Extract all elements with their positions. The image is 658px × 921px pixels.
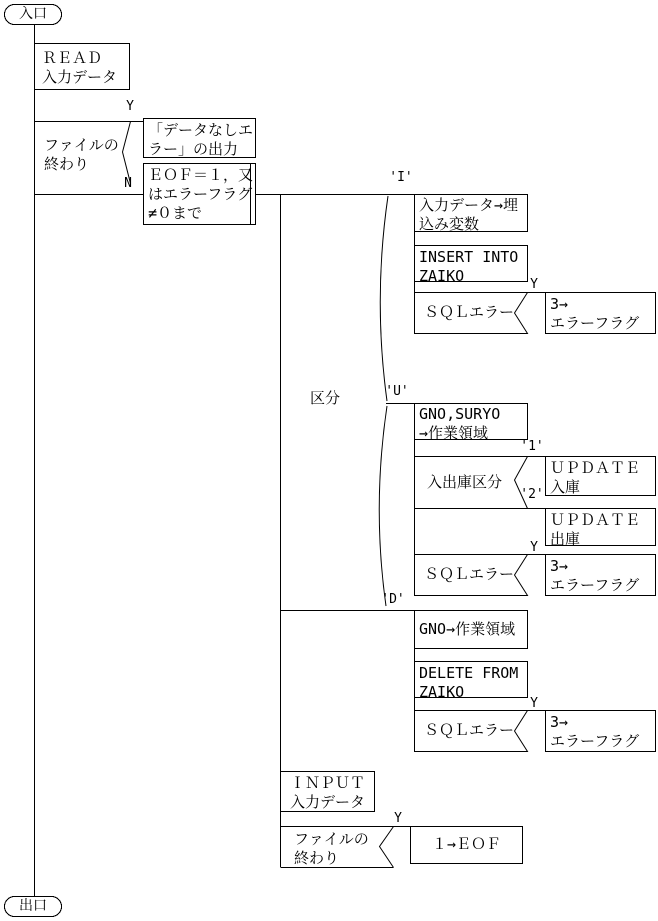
case-d-label: 'D' <box>381 592 405 607</box>
error-flag-box-update-line1: 3→ <box>550 557 569 575</box>
file-end2-yes-label: Y <box>394 811 402 826</box>
entry-terminal: 入口 <box>19 6 47 22</box>
file-end2-check-line1: ファイルの <box>294 830 369 848</box>
read-box-line1: ＲＥＡＤ <box>42 49 103 67</box>
no-data-error-box-line2: ラー」の出力 <box>148 140 239 158</box>
case-i-label: 'I' <box>389 170 413 185</box>
update-in-box-line2: 入庫 <box>550 478 581 496</box>
file-end-no-label: N <box>124 176 132 191</box>
sql-error-check-insert: ＳＱＬエラー <box>424 303 515 321</box>
error-flag-box-insert-line1: 3→ <box>550 295 569 313</box>
store-gno-suryo-box-line1: GNO,SURYO <box>419 405 501 423</box>
sql-error-delete-yes-label: Y <box>530 696 538 711</box>
update-out-box-line1: ＵＰＤＡＴＥ <box>550 511 641 529</box>
exit-terminal: 出口 <box>19 898 47 914</box>
file-end2-selector-chevron <box>380 827 394 868</box>
update-in-box-line1: ＵＰＤＡＴＥ <box>550 459 641 477</box>
kubun-selector-label: 区分 <box>310 389 341 407</box>
error-flag-box-delete-line1: 3→ <box>550 713 569 731</box>
sql-error-insert-yes-label: Y <box>530 277 538 292</box>
error-flag-box-delete-line2: エラーフラグ <box>550 732 640 750</box>
no-data-error-box-line1: 「データなしエ <box>148 121 254 139</box>
store-gno-box-label: GNO→作業領域 <box>419 620 516 638</box>
insert-box-line1: INSERT INTO <box>419 248 519 266</box>
input-box-line1: ＩＮＰＵＴ <box>289 774 365 792</box>
loop-until-box-line2: はエラーフラグ <box>148 185 253 203</box>
insert-box-line2: ZAIKO <box>419 267 465 285</box>
case-selector-brace-lower <box>379 406 387 606</box>
file-end-yes-label: Y <box>126 99 134 114</box>
delete-box-line2: ZAIKO <box>419 683 465 701</box>
file-end-check-line1: ファイルの <box>44 136 119 154</box>
loop-until-box-line3: ≠０まで <box>148 204 203 222</box>
read-box-line2: 入力データ <box>42 68 118 86</box>
file-end-check-line2: 終わり <box>44 155 90 173</box>
store-gno-suryo-box-line2: →作業領域 <box>419 424 489 442</box>
delete-box-line1: DELETE FROM <box>419 664 519 682</box>
file-end2-check-line2: 終わり <box>294 849 340 867</box>
case-u-label: 'U' <box>385 384 409 399</box>
case-2-label: '2' <box>520 487 544 502</box>
sql-error-update-yes-label: Y <box>530 540 538 555</box>
sql-error-check-delete: ＳＱＬエラー <box>424 721 515 739</box>
case-1-label: '1' <box>520 439 544 454</box>
error-flag-box-insert-line2: エラーフラグ <box>550 314 640 332</box>
store-input-box-line1: 入力データ→埋 <box>419 196 519 214</box>
store-input-box-line2: 込み変数 <box>419 215 480 233</box>
update-kind-selector-label: 入出庫区分 <box>427 473 503 491</box>
set-eof-box-label: １→ＥＯＦ <box>431 835 502 853</box>
case-selector-brace-upper <box>380 196 388 401</box>
sql-error-check-update: ＳＱＬエラー <box>424 565 515 583</box>
update-out-box-line2: 出庫 <box>550 530 581 548</box>
input-box-line2: 入力データ <box>289 793 365 811</box>
loop-until-box-line1: ＥＯＦ＝１，又 <box>148 166 254 184</box>
file-end-selector-chevron <box>123 122 131 184</box>
error-flag-box-update-line2: エラーフラグ <box>550 576 640 594</box>
